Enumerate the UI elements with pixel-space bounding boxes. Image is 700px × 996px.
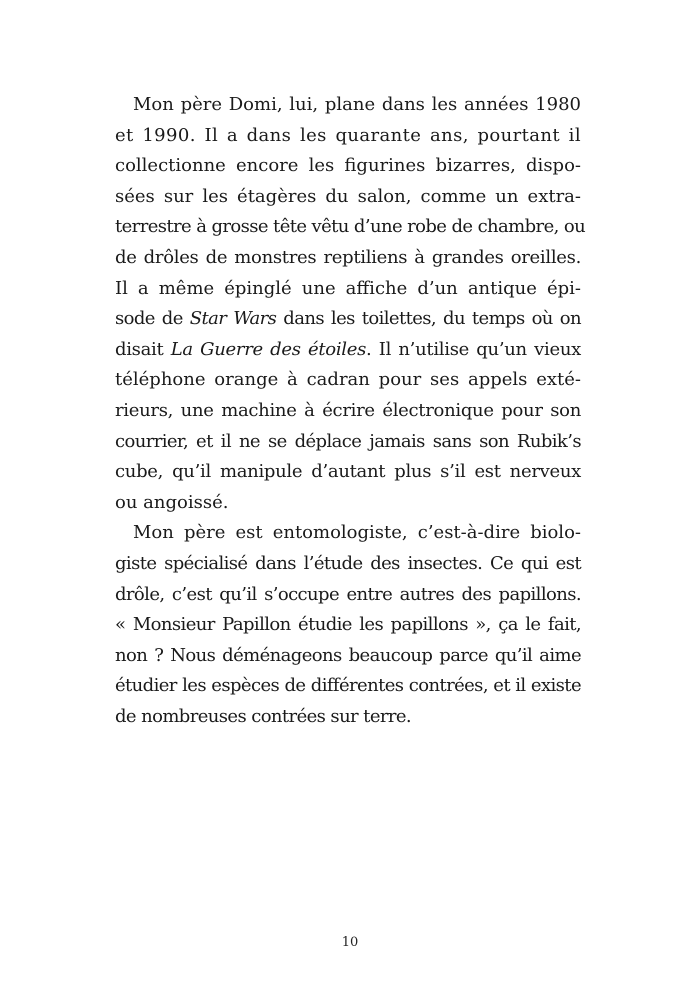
text-line: drôle, c’est qu’il s’occupe entre autres des papillons. — [115, 583, 581, 605]
text-line: Il a même épinglé une affiche d’un antique épi- — [115, 277, 581, 299]
text-segment: disait — [115, 338, 171, 360]
italic-title: Star Wars — [189, 308, 277, 330]
text-line: cube, qu’il manipule d’autant plus s’il est nerveux — [115, 461, 581, 483]
text-line: de nombreuses contrées sur terre. — [115, 705, 412, 727]
text-line: non ? Nous déménageons beaucoup parce qu’il aime — [115, 644, 581, 666]
paragraph-1 — [115, 90, 586, 518]
text-line: et 1990. Il a dans les quarante ans, pourtant il — [115, 124, 581, 146]
text-line: terrestre à grosse tête vêtu d’une robe de chambre, ou — [115, 216, 586, 238]
text-segment: sode de — [115, 308, 190, 330]
body-text — [115, 90, 586, 732]
text-line: téléphone orange à cadran pour ses appels exté- — [115, 369, 581, 391]
text-line: étudier les espèces de différentes contrées, et il existe — [115, 675, 581, 697]
text-line: giste spécialisé dans l’étude des insectes. Ce qui est — [115, 552, 581, 574]
text-line: rieurs, une machine à écrire électronique pour son — [115, 399, 581, 421]
text-segment: . Il n’utilise qu’un vieux — [366, 338, 581, 360]
text-line: Mon père est entomologiste, c’est-à-dire biolo- — [133, 522, 581, 544]
text-line: Mon père Domi, lui, plane dans les années 1980 — [133, 94, 581, 115]
text-line: courrier, et il ne se déplace jamais sans son Rubik’s — [115, 430, 581, 452]
text-line: collectionne encore les figurines bizarres, dispo- — [115, 155, 581, 177]
text-segment: dans les toilettes, du temps où on — [276, 308, 581, 330]
page-number: 10 — [341, 935, 359, 950]
text-line: ou angoissé. — [115, 491, 229, 513]
text-line — [115, 304, 581, 335]
paragraph-2 — [115, 518, 581, 732]
italic-title: La Guerre des étoiles — [170, 338, 367, 360]
text-line: sées sur les étagères du salon, comme un extra- — [115, 185, 581, 207]
text-line — [115, 335, 581, 366]
text-line: de drôles de monstres reptiliens à grandes oreilles. — [115, 246, 581, 268]
text-line: « Monsieur Papillon étudie les papillons », ça le fait, — [115, 614, 581, 636]
